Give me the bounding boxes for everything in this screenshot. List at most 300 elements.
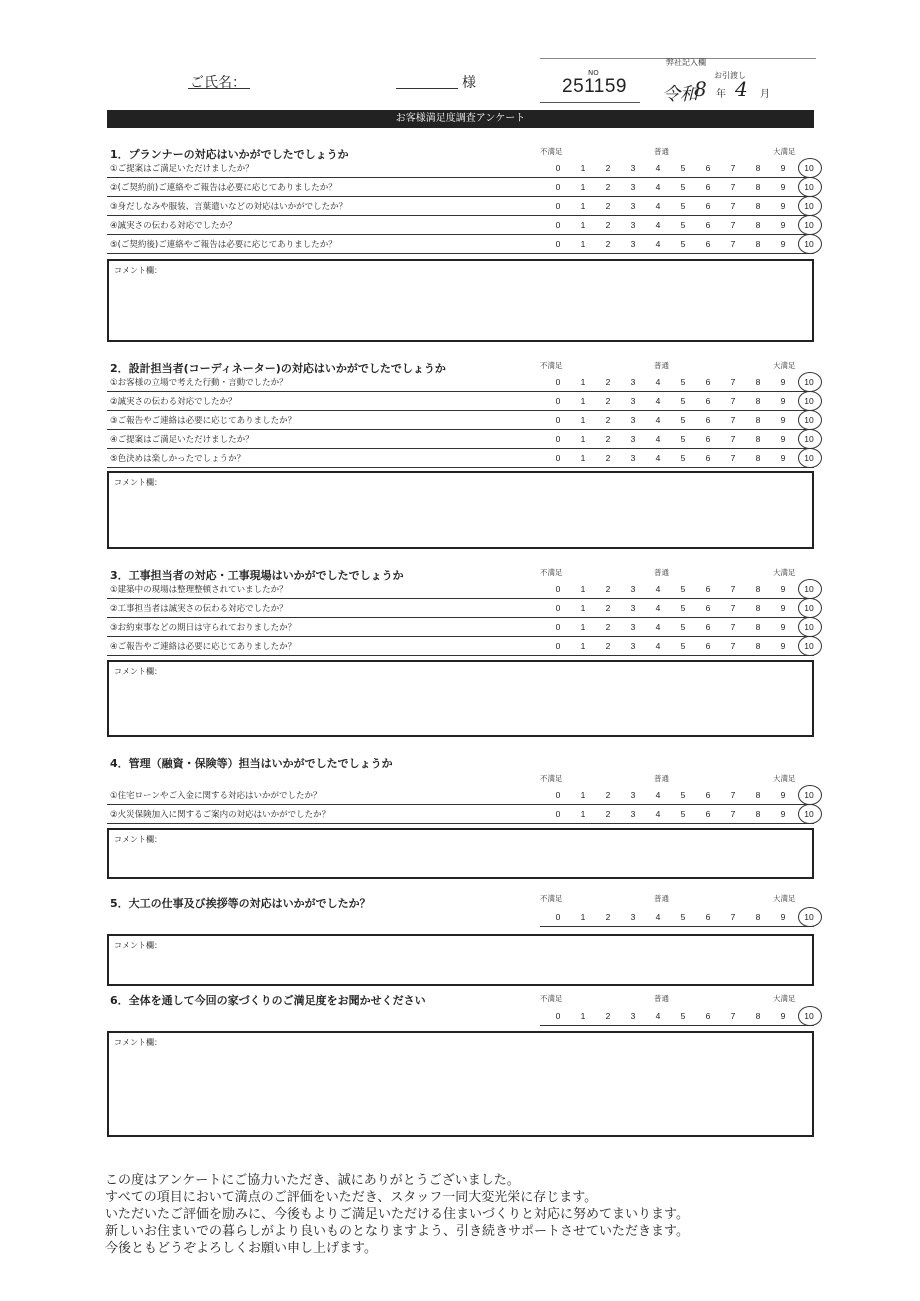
- rating-option-7[interactable]: 7: [730, 182, 736, 192]
- rating-option-9[interactable]: 9: [780, 584, 786, 594]
- scale-label-mid: 普通: [654, 994, 669, 1003]
- rating-option-7[interactable]: 7: [730, 220, 736, 230]
- rating-option-2[interactable]: 2: [605, 1011, 611, 1021]
- rating-option-8[interactable]: 8: [755, 809, 761, 819]
- scale-label-mid: 普通: [654, 568, 669, 577]
- question-text: ②工事担当者は誠実さの伝わる対応でしたか？: [110, 604, 288, 614]
- rating-option-0[interactable]: 0: [555, 163, 561, 173]
- closing-line: 新しいお住まいでの暮らしがより良いものとなりますよう、引き続きサポートさせていただきます。: [105, 1224, 689, 1239]
- rating-option-7[interactable]: 7: [730, 790, 736, 800]
- honorific-sama: 様: [462, 75, 476, 91]
- rating-option-7[interactable]: 7: [730, 201, 736, 211]
- rating-option-5[interactable]: 5: [680, 415, 686, 425]
- rating-option-9[interactable]: 9: [780, 790, 786, 800]
- scale-label-low: 不満足: [540, 774, 563, 783]
- rating-option-8[interactable]: 8: [755, 584, 761, 594]
- rating-option-1[interactable]: 1: [580, 182, 586, 192]
- scale-label-high: 大満足: [773, 568, 796, 577]
- rating-option-10[interactable]: 10: [804, 641, 814, 651]
- rating-option-5[interactable]: 5: [680, 396, 686, 406]
- name-field-line: [396, 88, 458, 89]
- month-suffix: 月: [760, 89, 770, 100]
- rating-option-10[interactable]: 10: [804, 912, 814, 922]
- rating-option-7[interactable]: 7: [730, 377, 736, 387]
- question-row: [107, 618, 814, 637]
- rating-option-0[interactable]: 0: [555, 622, 561, 632]
- section-title: 2．設計担当者(コーディネーター)の対応はいかがでしたでしょうか: [110, 362, 446, 375]
- rating-option-5[interactable]: 5: [680, 239, 686, 249]
- rating-option-0[interactable]: 0: [555, 182, 561, 192]
- rating-option-1[interactable]: 1: [580, 415, 586, 425]
- number-underline: [540, 102, 640, 103]
- section-title: 6．全体を通して今回の家づくりのご満足度をお聞かせください: [110, 994, 426, 1007]
- question-row: [107, 805, 814, 824]
- rating-option-2[interactable]: 2: [605, 641, 611, 651]
- question-text: ①ご提案はご満足いただけましたか？: [110, 164, 254, 174]
- question-text: ④ご提案はご満足いただけましたか？: [110, 435, 254, 445]
- customer-name-label: ご氏名：: [190, 75, 246, 91]
- rating-option-7[interactable]: 7: [730, 584, 736, 594]
- rating-option-8[interactable]: 8: [755, 201, 761, 211]
- scale-label-high: 大満足: [773, 361, 796, 370]
- question-row: [107, 235, 814, 254]
- rating-option-2[interactable]: 2: [605, 182, 611, 192]
- comment-label: コメント欄：: [114, 478, 162, 487]
- question-row: [107, 580, 814, 599]
- rating-option-7[interactable]: 7: [730, 434, 736, 444]
- rating-option-10[interactable]: 10: [804, 453, 814, 463]
- question-text: ③お約束事などの期日は守られておりましたか？: [110, 623, 297, 633]
- selected-rating-circle: [798, 391, 822, 411]
- rating-option-6[interactable]: 6: [705, 912, 711, 922]
- rating-option-3[interactable]: 3: [630, 912, 636, 922]
- rating-option-5[interactable]: 5: [680, 622, 686, 632]
- rating-option-0[interactable]: 0: [555, 809, 561, 819]
- rating-option-1[interactable]: 1: [580, 453, 586, 463]
- selected-rating-circle: [798, 196, 822, 216]
- rating-option-5[interactable]: 5: [680, 182, 686, 192]
- selected-rating-circle: [798, 804, 822, 824]
- scale-label-high: 大満足: [773, 147, 796, 156]
- rating-option-8[interactable]: 8: [755, 622, 761, 632]
- question-row: [107, 411, 814, 430]
- comment-box[interactable]: [107, 828, 814, 879]
- rating-option-0[interactable]: 0: [555, 603, 561, 613]
- rating-option-9[interactable]: 9: [780, 377, 786, 387]
- rating-option-1[interactable]: 1: [580, 912, 586, 922]
- rating-option-10[interactable]: 10: [804, 809, 814, 819]
- rating-option-0[interactable]: 0: [555, 584, 561, 594]
- rating-option-3[interactable]: 3: [630, 1011, 636, 1021]
- rating-option-0[interactable]: 0: [555, 1011, 561, 1021]
- rating-option-10[interactable]: 10: [804, 415, 814, 425]
- rating-option-3[interactable]: 3: [630, 163, 636, 173]
- rating-option-9[interactable]: 9: [780, 396, 786, 406]
- rating-option-8[interactable]: 8: [755, 1011, 761, 1021]
- rating-option-8[interactable]: 8: [755, 163, 761, 173]
- handover-era: 令和: [662, 84, 698, 105]
- selected-rating-circle: [798, 372, 822, 392]
- selected-rating-circle: [798, 579, 822, 599]
- survey-title-bar: お客様満足度調査アンケート: [107, 110, 814, 128]
- rating-option-6[interactable]: 6: [705, 201, 711, 211]
- rating-option-7[interactable]: 7: [730, 912, 736, 922]
- rating-option-1[interactable]: 1: [580, 434, 586, 444]
- rating-option-3[interactable]: 3: [630, 641, 636, 651]
- rating-option-6[interactable]: 6: [705, 1011, 711, 1021]
- rating-option-8[interactable]: 8: [755, 377, 761, 387]
- rating-option-1[interactable]: 1: [580, 790, 586, 800]
- rating-option-9[interactable]: 9: [780, 201, 786, 211]
- question-row: [107, 197, 814, 216]
- scale-label-mid: 普通: [654, 774, 669, 783]
- comment-box[interactable]: [107, 1031, 814, 1137]
- rating-option-1[interactable]: 1: [580, 163, 586, 173]
- rating-option-1[interactable]: 1: [580, 622, 586, 632]
- rating-option-3[interactable]: 3: [630, 603, 636, 613]
- rating-option-10[interactable]: 10: [804, 163, 814, 173]
- rating-option-3[interactable]: 3: [630, 220, 636, 230]
- rating-option-8[interactable]: 8: [755, 182, 761, 192]
- rating-option-6[interactable]: 6: [705, 453, 711, 463]
- rating-option-4[interactable]: 4: [655, 377, 661, 387]
- rating-option-0[interactable]: 0: [555, 912, 561, 922]
- rating-option-3[interactable]: 3: [630, 182, 636, 192]
- rating-option-2[interactable]: 2: [605, 377, 611, 387]
- comment-label: コメント欄：: [114, 667, 162, 676]
- rating-option-9[interactable]: 9: [780, 220, 786, 230]
- rating-option-4[interactable]: 4: [655, 912, 661, 922]
- rating-option-2[interactable]: 2: [605, 603, 611, 613]
- rating-option-3[interactable]: 3: [630, 415, 636, 425]
- rating-option-9[interactable]: 9: [780, 603, 786, 613]
- rating-option-1[interactable]: 1: [580, 377, 586, 387]
- comment-label: コメント欄：: [114, 835, 162, 844]
- rating-option-5[interactable]: 5: [680, 377, 686, 387]
- closing-line: いただいたご評価を励みに、今後もよりご満足いただける住まいづくりと対応に努めてまいります。: [105, 1207, 689, 1222]
- rating-option-6[interactable]: 6: [705, 434, 711, 444]
- rating-option-0[interactable]: 0: [555, 239, 561, 249]
- rating-option-3[interactable]: 3: [630, 584, 636, 594]
- rating-option-3[interactable]: 3: [630, 377, 636, 387]
- rating-option-5[interactable]: 5: [680, 912, 686, 922]
- rating-option-0[interactable]: 0: [555, 396, 561, 406]
- rating-option-4[interactable]: 4: [655, 584, 661, 594]
- year-suffix: 年: [716, 89, 726, 100]
- rating-option-2[interactable]: 2: [605, 239, 611, 249]
- question-row: [107, 392, 814, 411]
- rating-option-4[interactable]: 4: [655, 641, 661, 651]
- selected-rating-circle: [798, 907, 822, 927]
- rating-option-6[interactable]: 6: [705, 182, 711, 192]
- rating-option-7[interactable]: 7: [730, 622, 736, 632]
- rating-option-3[interactable]: 3: [630, 239, 636, 249]
- comment-box[interactable]: [107, 660, 814, 737]
- scale-label-low: 不満足: [540, 361, 563, 370]
- rating-option-8[interactable]: 8: [755, 453, 761, 463]
- rating-option-7[interactable]: 7: [730, 396, 736, 406]
- rating-option-4[interactable]: 4: [655, 453, 661, 463]
- question-row: [107, 599, 814, 618]
- rating-option-6[interactable]: 6: [705, 584, 711, 594]
- rating-option-0[interactable]: 0: [555, 790, 561, 800]
- question-text: ⑤色決めは楽しかったでしょうか？: [110, 454, 246, 464]
- closing-line: 今後ともどうぞよろしくお願い申し上げます。: [105, 1241, 377, 1256]
- rating-option-3[interactable]: 3: [630, 434, 636, 444]
- rating-option-9[interactable]: 9: [780, 622, 786, 632]
- rating-option-1[interactable]: 1: [580, 1011, 586, 1021]
- question-text: ①住宅ローンやご入金に関する対応はいかがでしたか？: [110, 791, 322, 801]
- rating-option-9[interactable]: 9: [780, 434, 786, 444]
- closing-message: [105, 1172, 689, 1257]
- rating-option-2[interactable]: 2: [605, 622, 611, 632]
- rating-option-6[interactable]: 6: [705, 622, 711, 632]
- rating-option-5[interactable]: 5: [680, 434, 686, 444]
- rating-option-3[interactable]: 3: [630, 396, 636, 406]
- rating-option-8[interactable]: 8: [755, 641, 761, 651]
- rating-option-5[interactable]: 5: [680, 641, 686, 651]
- rating-option-7[interactable]: 7: [730, 809, 736, 819]
- rating-option-9[interactable]: 9: [780, 641, 786, 651]
- rating-option-10[interactable]: 10: [804, 377, 814, 387]
- rating-option-4[interactable]: 4: [655, 622, 661, 632]
- rating-option-4[interactable]: 4: [655, 809, 661, 819]
- selected-rating-circle: [798, 785, 822, 805]
- rating-option-1[interactable]: 1: [580, 396, 586, 406]
- selected-rating-circle: [798, 636, 822, 656]
- rating-option-6[interactable]: 6: [705, 790, 711, 800]
- rating-option-1[interactable]: 1: [580, 220, 586, 230]
- rating-option-5[interactable]: 5: [680, 163, 686, 173]
- rating-option-5[interactable]: 5: [680, 790, 686, 800]
- rating-option-7[interactable]: 7: [730, 453, 736, 463]
- question-row: [107, 178, 814, 197]
- handover-label: お引渡し: [714, 71, 746, 80]
- rating-option-10[interactable]: 10: [804, 396, 814, 406]
- rating-option-1[interactable]: 1: [580, 603, 586, 613]
- rating-option-4[interactable]: 4: [655, 1011, 661, 1021]
- rating-option-4[interactable]: 4: [655, 396, 661, 406]
- rating-option-6[interactable]: 6: [705, 641, 711, 651]
- rating-option-10[interactable]: 10: [804, 220, 814, 230]
- rating-option-8[interactable]: 8: [755, 220, 761, 230]
- rating-option-0[interactable]: 0: [555, 220, 561, 230]
- question-text: ③ご報告やご連絡は必要に応じてありましたか？: [110, 416, 297, 426]
- question-text: ⑤(ご契約後)ご連絡やご報告は必要に応じてありましたか？: [110, 240, 337, 250]
- comment-label: コメント欄：: [114, 941, 162, 950]
- rating-option-9[interactable]: 9: [780, 163, 786, 173]
- rating-option-10[interactable]: 10: [804, 239, 814, 249]
- handover-month: 4: [735, 77, 748, 101]
- rating-option-5[interactable]: 5: [680, 220, 686, 230]
- rating-option-6[interactable]: 6: [705, 603, 711, 613]
- selected-rating-circle: [798, 429, 822, 449]
- question-text: ④ご報告やご連絡は必要に応じてありましたか？: [110, 642, 297, 652]
- scale-label-high: 大満足: [773, 774, 796, 783]
- question-text: ①お客様の立場で考えた行動・言動でしたか？: [110, 378, 288, 388]
- rating-option-1[interactable]: 1: [580, 584, 586, 594]
- rating-option-6[interactable]: 6: [705, 220, 711, 230]
- rating-option-0[interactable]: 0: [555, 377, 561, 387]
- rating-option-1[interactable]: 1: [580, 201, 586, 211]
- scale-label-mid: 普通: [654, 361, 669, 370]
- section-title: 1．プランナーの対応はいかがでしたでしょうか: [110, 148, 349, 161]
- rating-option-6[interactable]: 6: [705, 415, 711, 425]
- comment-box[interactable]: [107, 259, 814, 342]
- rating-option-7[interactable]: 7: [730, 1011, 736, 1021]
- rating-option-0[interactable]: 0: [555, 641, 561, 651]
- rating-option-2[interactable]: 2: [605, 809, 611, 819]
- rating-option-3[interactable]: 3: [630, 201, 636, 211]
- rating-option-2[interactable]: 2: [605, 453, 611, 463]
- rating-option-10[interactable]: 10: [804, 434, 814, 444]
- section-title: 5．大工の仕事及び挨拶等の対応はいかがでしたか？: [110, 897, 371, 910]
- rating-option-1[interactable]: 1: [580, 809, 586, 819]
- question-text: ②(ご契約前)ご連絡やご報告は必要に応じてありましたか？: [110, 183, 337, 193]
- rating-option-1[interactable]: 1: [580, 641, 586, 651]
- scale-label-low: 不満足: [540, 568, 563, 577]
- scale-label-mid: 普通: [654, 894, 669, 903]
- scale-label-low: 不満足: [540, 994, 563, 1003]
- question-row: [107, 430, 814, 449]
- rating-option-9[interactable]: 9: [780, 1011, 786, 1021]
- rating-option-2[interactable]: 2: [605, 396, 611, 406]
- rating-option-4[interactable]: 4: [655, 415, 661, 425]
- rating-option-0[interactable]: 0: [555, 453, 561, 463]
- question-text: ②火災保険加入に関するご案内の対応はいかがでしたか？: [110, 810, 331, 820]
- rating-option-5[interactable]: 5: [680, 201, 686, 211]
- rating-option-8[interactable]: 8: [755, 239, 761, 249]
- rating-option-4[interactable]: 4: [655, 220, 661, 230]
- rating-option-7[interactable]: 7: [730, 603, 736, 613]
- selected-rating-circle: [798, 177, 822, 197]
- rating-option-5[interactable]: 5: [680, 603, 686, 613]
- scale-label-mid: 普通: [654, 147, 669, 156]
- rating-option-2[interactable]: 2: [605, 790, 611, 800]
- selected-rating-circle: [798, 234, 822, 254]
- closing-line: この度はアンケートにご協力いただき、誠にありがとうございました。: [105, 1173, 520, 1188]
- rating-option-6[interactable]: 6: [705, 163, 711, 173]
- rating-option-8[interactable]: 8: [755, 396, 761, 406]
- question-text: ③身だしなみや服装、言葉遣いなどの対応はいかがでしたか？: [110, 202, 348, 212]
- question-text: ①建築中の現場は整理整頓されていましたか？: [110, 585, 288, 595]
- question-row: [540, 908, 814, 927]
- scale-label-high: 大満足: [773, 894, 796, 903]
- selected-rating-circle: [798, 410, 822, 430]
- rating-option-4[interactable]: 4: [655, 163, 661, 173]
- selected-rating-circle: [798, 1006, 822, 1026]
- rating-option-2[interactable]: 2: [605, 220, 611, 230]
- rating-option-0[interactable]: 0: [555, 415, 561, 425]
- rating-option-1[interactable]: 1: [580, 239, 586, 249]
- rating-option-9[interactable]: 9: [780, 415, 786, 425]
- selected-rating-circle: [798, 448, 822, 468]
- rating-option-6[interactable]: 6: [705, 809, 711, 819]
- rating-option-7[interactable]: 7: [730, 239, 736, 249]
- rating-option-7[interactable]: 7: [730, 163, 736, 173]
- rating-option-2[interactable]: 2: [605, 163, 611, 173]
- rating-option-10[interactable]: 10: [804, 603, 814, 613]
- rating-option-10[interactable]: 10: [804, 584, 814, 594]
- rating-option-9[interactable]: 9: [780, 239, 786, 249]
- section-title: 4．管理（融資・保険等）担当はいかがでしたでしょうか: [110, 757, 393, 770]
- rating-option-6[interactable]: 6: [705, 396, 711, 406]
- question-row: [540, 1007, 814, 1026]
- rating-option-10[interactable]: 10: [804, 790, 814, 800]
- selected-rating-circle: [798, 617, 822, 637]
- rating-option-5[interactable]: 5: [680, 809, 686, 819]
- rating-option-10[interactable]: 10: [804, 201, 814, 211]
- comment-box[interactable]: [107, 934, 814, 986]
- rating-option-5[interactable]: 5: [680, 1011, 686, 1021]
- question-row: [107, 449, 814, 468]
- rating-option-5[interactable]: 5: [680, 453, 686, 463]
- rating-option-0[interactable]: 0: [555, 201, 561, 211]
- rating-option-4[interactable]: 4: [655, 239, 661, 249]
- rating-option-7[interactable]: 7: [730, 415, 736, 425]
- rating-option-10[interactable]: 10: [804, 1011, 814, 1021]
- rating-option-2[interactable]: 2: [605, 201, 611, 211]
- rating-option-2[interactable]: 2: [605, 912, 611, 922]
- rating-option-3[interactable]: 3: [630, 453, 636, 463]
- closing-line: すべての項目において満点のご評価をいただき、スタッフ一同大変光栄に存じます。: [105, 1190, 598, 1205]
- question-row: [107, 216, 814, 235]
- rating-option-9[interactable]: 9: [780, 182, 786, 192]
- scale-label-high: 大満足: [773, 994, 796, 1003]
- rating-option-6[interactable]: 6: [705, 377, 711, 387]
- no-label: NO: [588, 69, 599, 77]
- rating-option-2[interactable]: 2: [605, 584, 611, 594]
- rating-option-10[interactable]: 10: [804, 622, 814, 632]
- comment-label: コメント欄：: [114, 266, 162, 275]
- rating-option-2[interactable]: 2: [605, 415, 611, 425]
- rating-option-10[interactable]: 10: [804, 182, 814, 192]
- rating-option-7[interactable]: 7: [730, 641, 736, 651]
- rating-option-6[interactable]: 6: [705, 239, 711, 249]
- rating-option-9[interactable]: 9: [780, 809, 786, 819]
- rating-option-4[interactable]: 4: [655, 434, 661, 444]
- rating-option-4[interactable]: 4: [655, 790, 661, 800]
- section-title: 3．工事担当者の対応・工事現場はいかがでしたでしょうか: [110, 569, 404, 582]
- rating-option-3[interactable]: 3: [630, 790, 636, 800]
- question-row: [107, 786, 814, 805]
- rating-option-8[interactable]: 8: [755, 912, 761, 922]
- question-row: [107, 373, 814, 392]
- question-text: ④誠実さの伝わる対応でしたか？: [110, 221, 237, 231]
- name-underline: [188, 88, 250, 89]
- rating-option-8[interactable]: 8: [755, 603, 761, 613]
- scale-label-low: 不満足: [540, 147, 563, 156]
- selected-rating-circle: [798, 215, 822, 235]
- rating-option-9[interactable]: 9: [780, 912, 786, 922]
- selected-rating-circle: [798, 158, 822, 178]
- rating-option-5[interactable]: 5: [680, 584, 686, 594]
- rating-option-3[interactable]: 3: [630, 622, 636, 632]
- rating-option-3[interactable]: 3: [630, 809, 636, 819]
- rating-option-2[interactable]: 2: [605, 434, 611, 444]
- scale-label-low: 不満足: [540, 894, 563, 903]
- rating-option-4[interactable]: 4: [655, 201, 661, 211]
- rating-option-8[interactable]: 8: [755, 790, 761, 800]
- rating-option-4[interactable]: 4: [655, 603, 661, 613]
- question-text: ②誠実さの伝わる対応でしたか？: [110, 397, 237, 407]
- rating-option-0[interactable]: 0: [555, 434, 561, 444]
- rating-option-8[interactable]: 8: [755, 434, 761, 444]
- rating-option-8[interactable]: 8: [755, 415, 761, 425]
- rating-option-9[interactable]: 9: [780, 453, 786, 463]
- comment-box[interactable]: [107, 471, 814, 549]
- rating-option-4[interactable]: 4: [655, 182, 661, 192]
